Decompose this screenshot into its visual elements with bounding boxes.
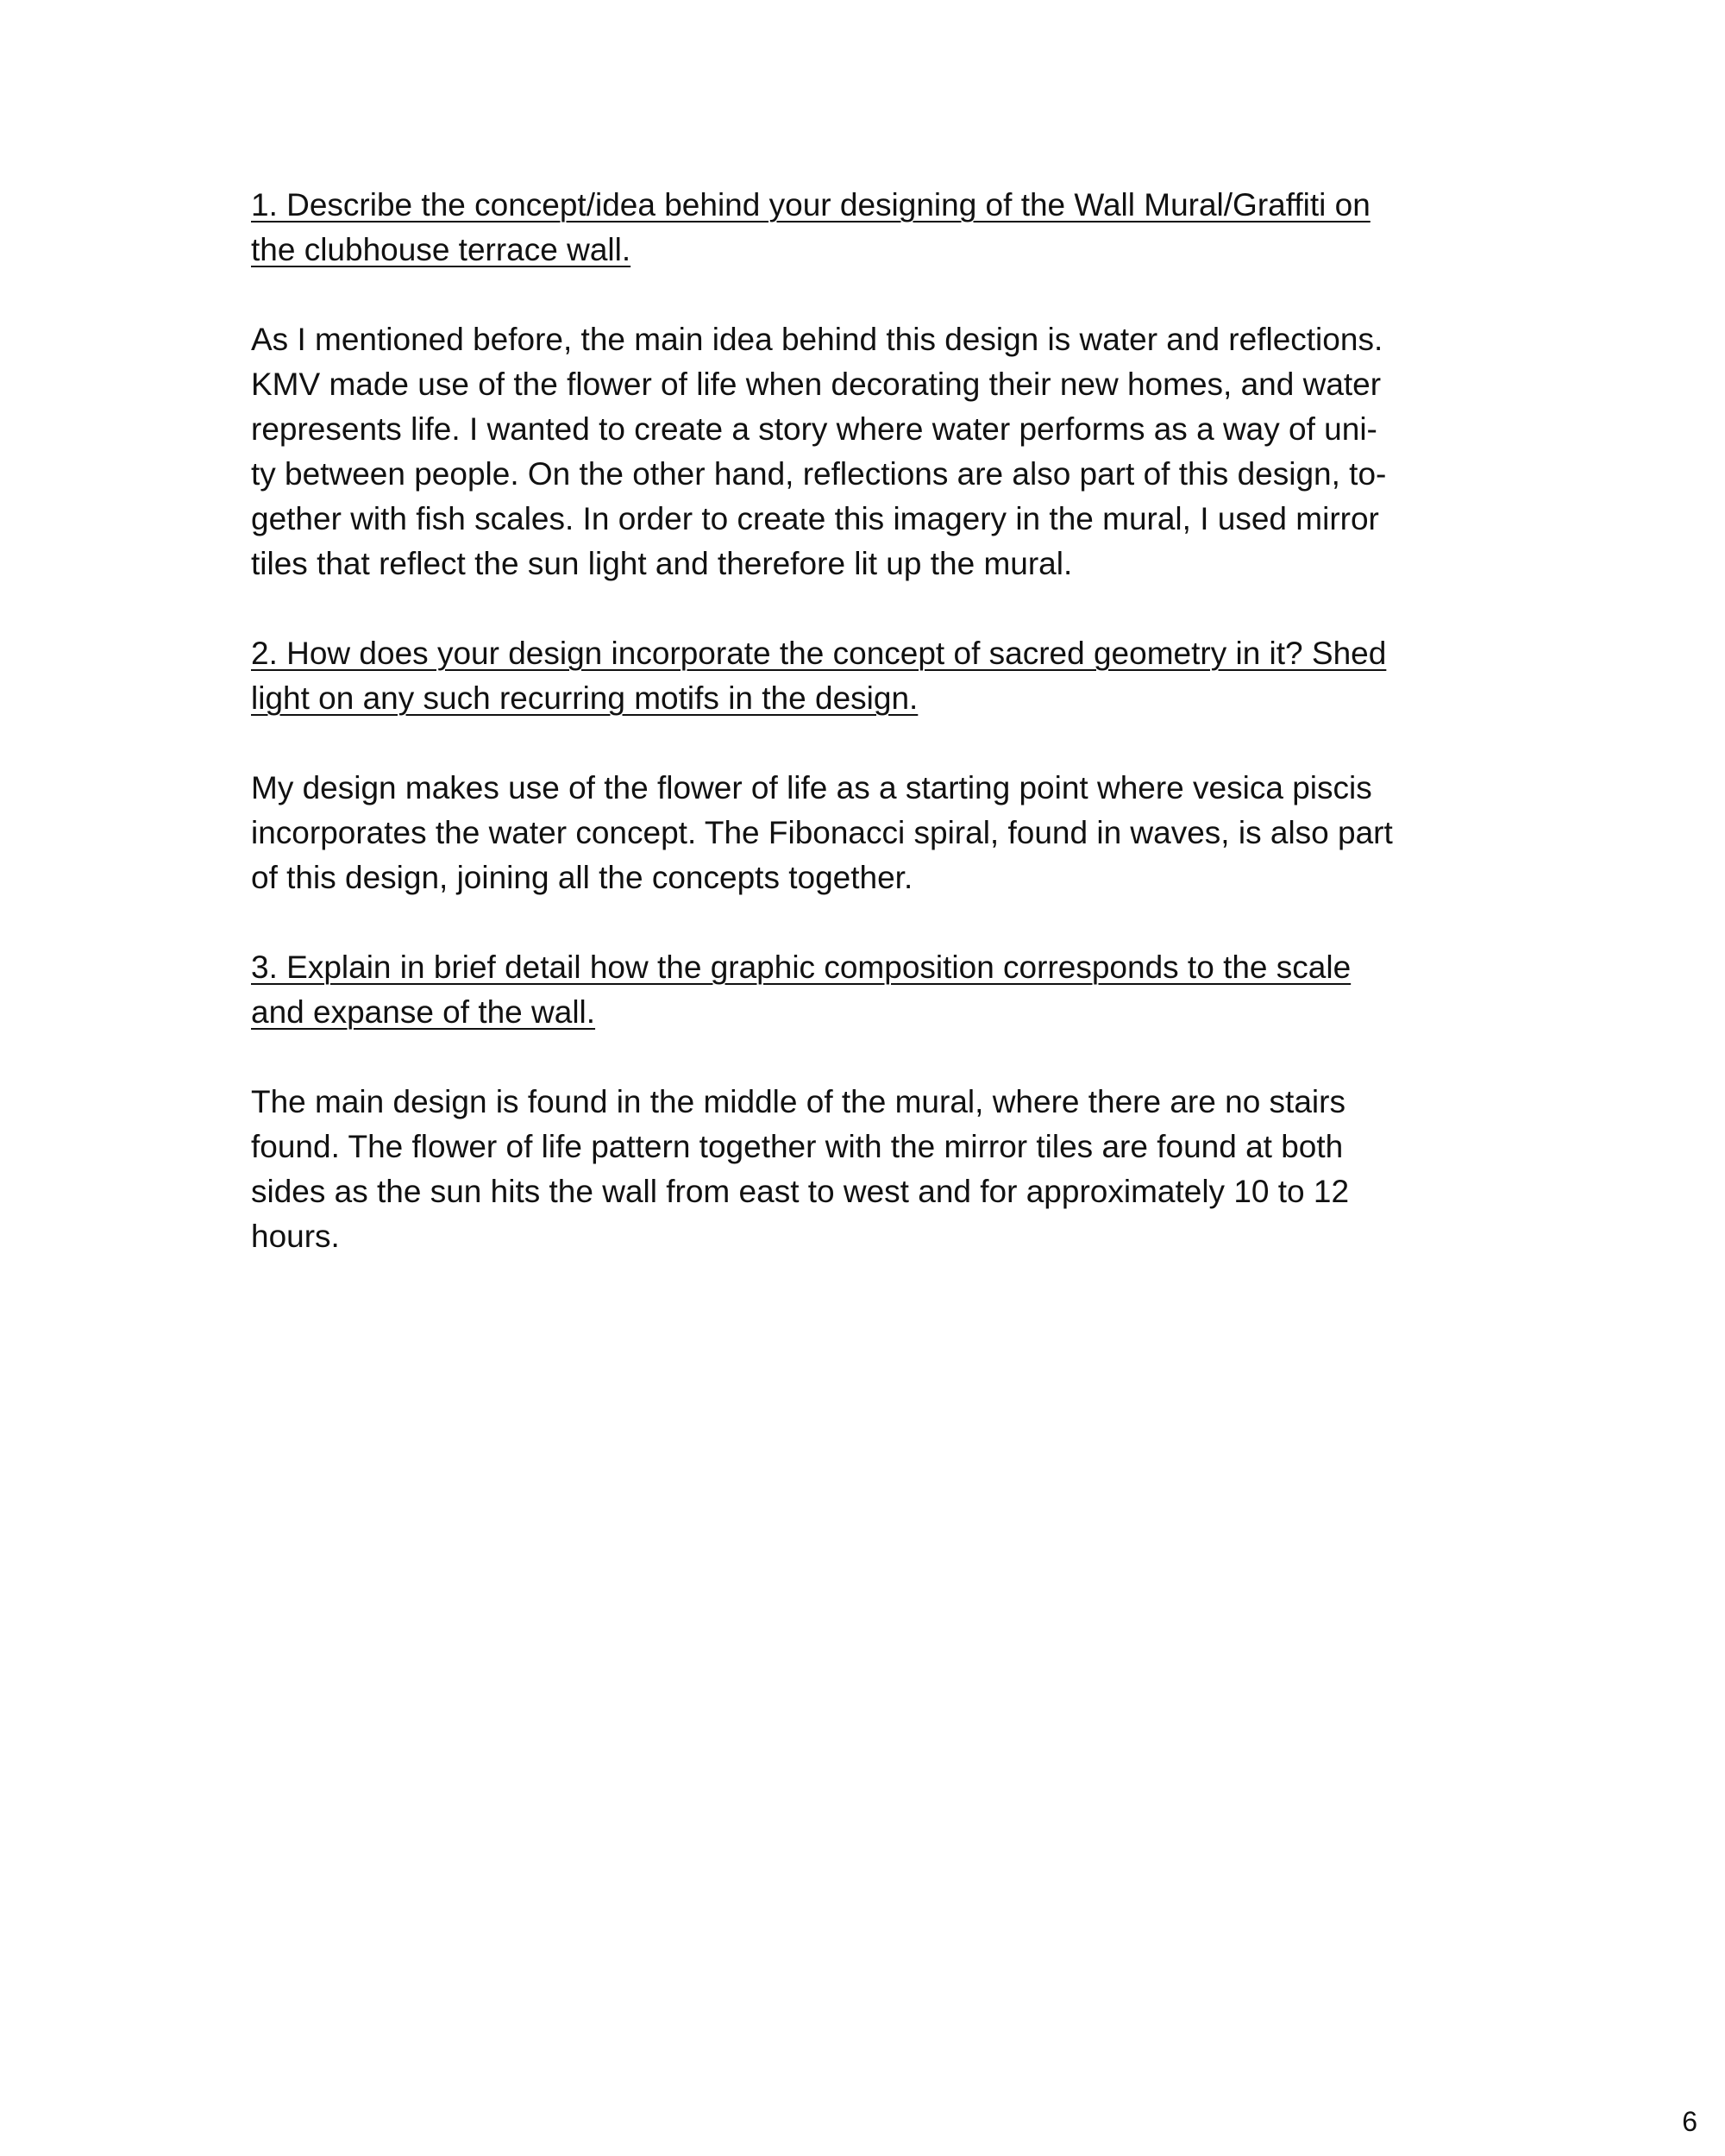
- answer-1-line-6: tiles that reflect the sun light and therefore lit up the mural.: [251, 546, 1073, 581]
- answer-3-line-4: hours.: [251, 1219, 340, 1254]
- question-1-line-1: 1. Describe the concept/idea behind your designing of the Wall Mural/Graffiti on: [251, 187, 1371, 222]
- answer-1: [251, 317, 1493, 586]
- answer-2: [251, 766, 1493, 900]
- question-3-line-2: and expanse of the wall.: [251, 994, 596, 1030]
- question-2-line-1: 2. How does your design incorporate the concept of sacred geometry in it? Shed: [251, 636, 1387, 671]
- answer-2-line-3: of this design, joining all the concepts together.: [251, 860, 913, 895]
- answer-3-line-3: sides as the sun hits the wall from east to west and for approximately 10 to 12: [251, 1174, 1350, 1209]
- answer-1-line-5: gether with fish scales. In order to create this imagery in the mural, I used mirror: [251, 501, 1379, 536]
- question-1: [251, 183, 1493, 273]
- answer-3-line-2: found. The flower of life pattern together with the mirror tiles are found at both: [251, 1129, 1344, 1164]
- answer-1-line-1: As I mentioned before, the main idea behind this design is water and reflections.: [251, 322, 1383, 357]
- answer-2-line-1: My design makes use of the flower of life as a starting point where vesica piscis: [251, 770, 1372, 805]
- answer-1-line-3: represents life. I wanted to create a story where water performs as a way of uni-: [251, 411, 1377, 447]
- question-1-line-2: the clubhouse terrace wall.: [251, 232, 631, 267]
- question-3: [251, 945, 1493, 1035]
- answer-1-line-2: KMV made use of the flower of life when decorating their new homes, and water: [251, 367, 1382, 402]
- question-3-line-1: 3. Explain in brief detail how the graphic composition corresponds to the scale: [251, 950, 1352, 985]
- answer-1-line-4: ty between people. On the other hand, reflections are also part of this design, to-: [251, 456, 1387, 492]
- question-2: [251, 631, 1493, 721]
- section-1: [251, 183, 1493, 586]
- section-3: [251, 945, 1493, 1259]
- document-body: [251, 183, 1493, 1304]
- answer-2-line-2: incorporates the water concept. The Fibonacci spiral, found in waves, is also part: [251, 815, 1393, 850]
- question-2-line-2: light on any such recurring motifs in the design.: [251, 680, 919, 716]
- answer-3: [251, 1080, 1493, 1259]
- section-2: [251, 631, 1493, 900]
- answer-3-line-1: The main design is found in the middle of the mural, where there are no stairs: [251, 1084, 1346, 1119]
- page-number: 6: [1682, 2106, 1697, 2137]
